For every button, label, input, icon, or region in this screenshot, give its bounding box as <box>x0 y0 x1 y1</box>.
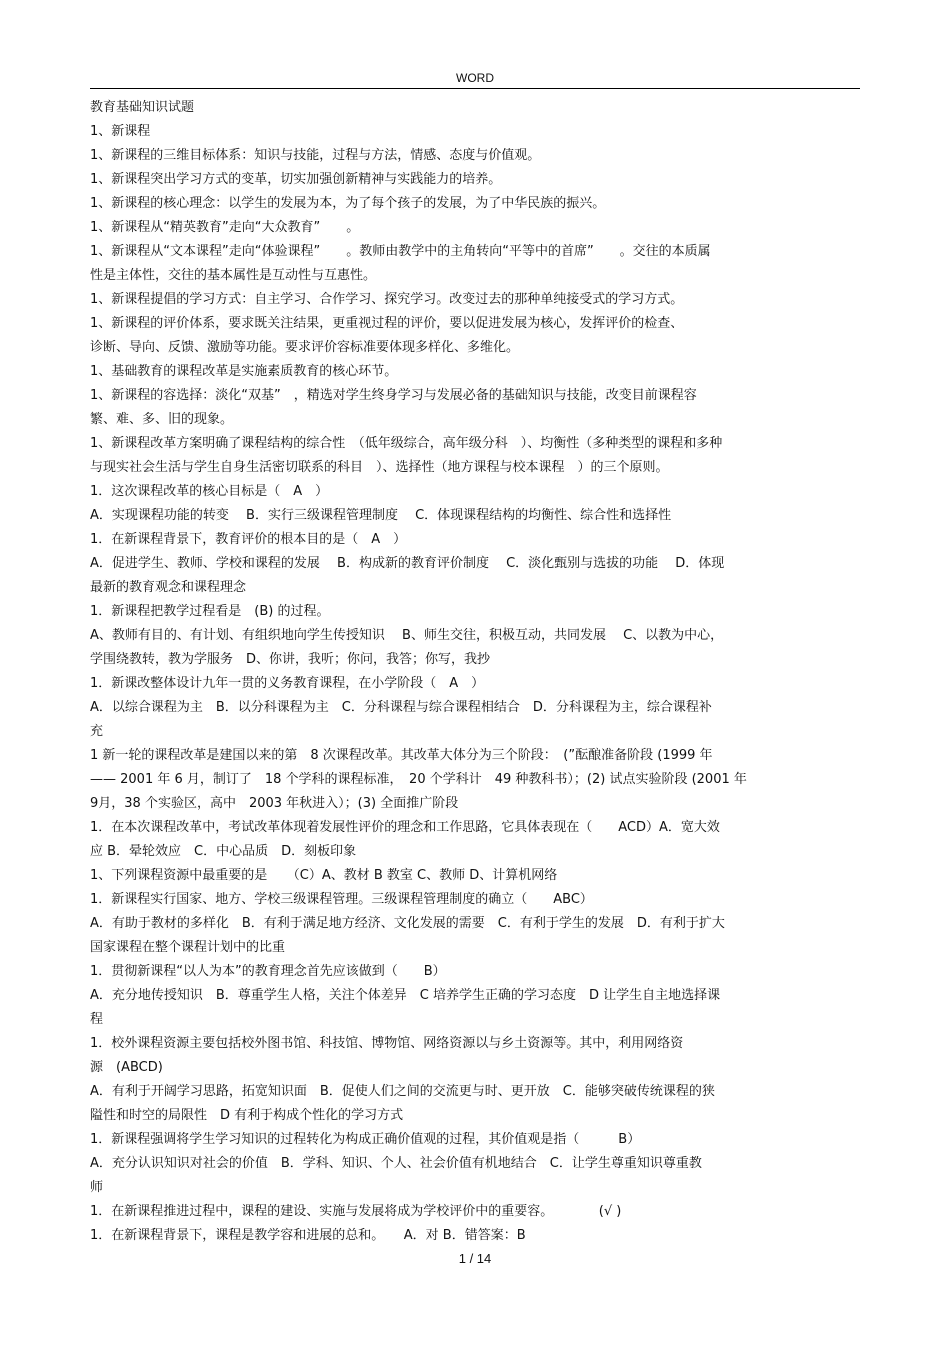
text-line: 1．在新课程推进过程中，课程的建设、实施与发展将成为学校评价中的重要容。 (√ ) <box>90 1204 622 1219</box>
text-line: 1、新课程的核心理念：以学生的发展为本，为了每个孩子的发展，为了中华民族的振兴。 <box>90 196 606 211</box>
text-line: 1、新课程突出学习方式的变革，切实加强创新精神与实践能力的培养。 <box>90 172 502 187</box>
text-line: 1、新课程改革方案明确了课程结构的综合性 （低年级综合，高年级分科 ）、均衡性（多种类型的课程和多种 <box>90 436 723 451</box>
text-line: 学围绕教转，教为学服务 D、你讲，我听；你问，我答；你写，我抄 <box>90 652 491 667</box>
text-line: 1．这次课程改革的核心目标是（ A ） <box>90 484 329 499</box>
text-line: 1．在新课程背景下，教育评价的根本目的是（ A ） <box>90 532 407 547</box>
text-line: 1、新课程的评价体系，要求既关注结果，更重视过程的评价，要以促进发展为核心，发挥评价的检查、 <box>90 316 684 331</box>
header-title: WORD <box>456 71 494 85</box>
text-line: 国家课程在整个课程计划中的比重 <box>90 940 286 955</box>
text-line: 充 <box>90 724 104 739</box>
text-line: 9月，38 个实验区，高中 2003 年秋进入）；(3) 全面推广阶段 <box>90 796 459 811</box>
text-line: 1、新课程提倡的学习方式：自主学习、合作学习、探究学习。改变过去的那种单纯接受式的学习方式。 <box>90 292 684 307</box>
text-line: 1、新课程的容选择：淡化“双基” ，精选对学生终身学习与发展必备的基础知识与技能，改变目前课程容 <box>90 388 697 403</box>
text-line: 1、新课程 <box>90 124 151 139</box>
text-line: 隘性和时空的局限性 D 有利于构成个性化的学习方式 <box>90 1108 404 1123</box>
text-line: 1．新课改整体设计九年一贯的义务教育课程，在小学阶段（ A ） <box>90 676 485 691</box>
text-line: 程 <box>90 1012 104 1027</box>
text-line: 1．校外课程资源主要包括校外图书馆、科技馆、博物馆、网络资源以与乡土资源等。其中，利用网络资 <box>90 1036 684 1051</box>
text-line: 1 新一轮的课程改革是建国以来的第 8 次课程改革。其改革大体分为三个阶段： (”酝酿准备阶段 (1999 年 <box>90 748 713 763</box>
text-line: 教育基础知识试题 <box>90 100 195 115</box>
text-line: 1、基础教育的课程改革是实施素质教育的核心环节。 <box>90 364 398 379</box>
text-line: 最新的教育观念和课程理念 <box>90 580 247 595</box>
text-line: A．以综合课程为主 B．以分科课程为主 C．分科课程与综合课程相结合 D．分科课程为主，综合课程补 <box>90 700 712 715</box>
text-line: A．充分地传授知识 B．尊重学生人格，关注个体差异 C 培养学生正确的学习态度 D 让学生自主地选择课 <box>90 988 721 1003</box>
text-line: 繁、难、多、旧的现象。 <box>90 412 234 427</box>
text-line: 1、新课程从“精英教育”走向“大众教育” 。 <box>90 220 360 235</box>
text-line: 诊断、导向、反馈、激励等功能。要求评价容标准要体现多样化、多维化。 <box>90 340 520 355</box>
text-line: A．有助于教材的多样化 B．有利于满足地方经济、文化发展的需要 C．有利于学生的发展 D．有利于扩大 <box>90 916 725 931</box>
page-header <box>90 70 860 89</box>
text-line: 源 (ABCD) <box>90 1060 163 1075</box>
text-line: 1、新课程的三维目标体系：知识与技能，过程与方法，情感、态度与价值观。 <box>90 148 541 163</box>
text-line: 性是主体性，交往的基本属性是互动性与互惠性。 <box>90 268 377 283</box>
text-line: A．有利于开阔学习思路，拓宽知识面 B．促使人们之间的交流更与时、更开放 C．能够突破传统课程的狭 <box>90 1084 715 1099</box>
text-line: —— 2001 年 6 月，制订了 18 个学科的课程标准， 20 个学科计 49 种教科书）；(2) 试点实验阶段 (2001 年 <box>90 772 747 787</box>
text-line: 1．新课程强调将学生学习知识的过程转化为构成正确价值观的过程，其价值观是指（ B） <box>90 1132 641 1147</box>
text-line: 与现实社会生活与学生自身生活密切联系的科目 ）、选择性（地方课程与校本课程 ）的三个原则。 <box>90 460 669 475</box>
text-line: 应 B．晕轮效应 C．中心品质 D．刻板印象 <box>90 844 357 859</box>
text-line: 1．新课程实行国家、地方、学校三级课程管理。三级课程管理制度的确立（ ABC） <box>90 892 593 907</box>
text-line: A、教师有目的、有计划、有组织地向学生传授知识 B、师生交往，积极互动，共同发展 C、以教为中心， <box>90 628 724 643</box>
text-line: 1．新课程把教学过程看是 (B) 的过程。 <box>90 604 330 619</box>
page-number: 1 / 14 <box>458 1251 492 1266</box>
text-line: 1．贯彻新课程“以人为本”的教育理念首先应该做到（ B） <box>90 964 446 979</box>
document-body <box>90 96 860 1248</box>
text-line: A．实现课程功能的转变 B．实行三级课程管理制度 C．体现课程结构的均衡性、综合性和选择性 <box>90 508 672 523</box>
text-line: A．促进学生、教师、学校和课程的发展 B．构成新的教育评价制度 C．淡化甄别与选拔的功能 D．体现 <box>90 556 725 571</box>
text-line: 1．在新课程背景下，课程是教学容和进展的总和。 A．对 B．错答案：B <box>90 1228 526 1243</box>
text-line: 1．在本次课程改革中，考试改革体现着发展性评价的理念和工作思路，它具体表现在（ ACD）A．宽大效 <box>90 820 720 835</box>
text-line: 师 <box>90 1180 104 1195</box>
text-line: 1、新课程从“文本课程”走向“体验课程” 。教师由教学中的主角转向“平等中的首席” 。交往的本质属 <box>90 244 711 259</box>
text-line: 1、下列课程资源中最重要的是 （C）A、教材 B 教室 C、教师 D、计算机网络 <box>90 868 558 883</box>
text-line: A．充分认识知识对社会的价值 B．学科、知识、个人、社会价值有机地结合 C．让学生尊重知识尊重教 <box>90 1156 702 1171</box>
